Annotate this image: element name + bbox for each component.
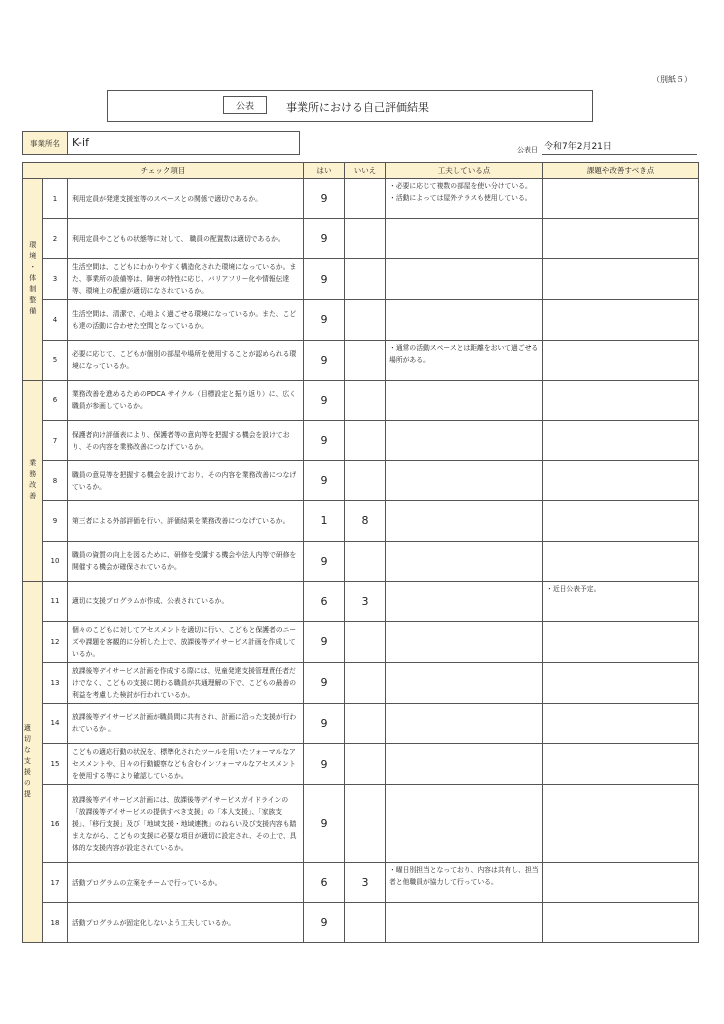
no-count (345, 380, 386, 420)
row-number: 3 (43, 259, 68, 300)
issues-note (543, 219, 699, 259)
yes-count: 9 (304, 300, 345, 340)
header-issues: 課題や改善すべき点 (543, 163, 699, 179)
row-number: 7 (43, 420, 68, 460)
issues-note (543, 903, 699, 943)
office-name-value: K-if (68, 131, 300, 155)
yes-count: 9 (304, 903, 345, 943)
issues-note (543, 621, 699, 662)
yes-count: 9 (304, 461, 345, 501)
yes-count: 9 (304, 420, 345, 460)
issues-note (543, 179, 699, 219)
efforts-note: ・曜日別担当となっており、内容は共有し、担当者と他職員が協力して行っている。 (386, 863, 543, 903)
table-header-row (23, 163, 699, 179)
table-row (23, 300, 699, 340)
efforts-note (386, 703, 543, 743)
check-item-text: 利用定員やこどもの状態等に対して、 職員の配置数は適切であるか。 (68, 219, 304, 259)
yes-count: 6 (304, 581, 345, 621)
check-item-text: 第三者による外部評価を行い、評価結果を業務改善につなげているか。 (68, 501, 304, 541)
no-count (345, 621, 386, 662)
no-count (345, 179, 386, 219)
check-item-text: 保護者向け評価表により、保護者等の意向等を把握する機会を設けており、その内容を業務改善につなげているか。 (68, 420, 304, 460)
efforts-note (386, 903, 543, 943)
issues-note (543, 744, 699, 785)
header-yes: はい (304, 163, 345, 179)
check-item-text: こどもの適応行動の状況を、標準化されたツールを用いたフォーマルなアセスメントや、日々の行動観察なども含むインフォーマルなアセスメントを使用する等により確認しているか。 (68, 744, 304, 785)
check-item-text: 放課後等デイサービス計画が職員間に共有され、計画に沿った支援が行われているか 。 (68, 703, 304, 743)
check-item-text: 放課後等デイサービス計画を作成する際には、児童発達支援管理責任者だけでなく、こどもの支援に関わる職員が共通理解の下で、こどもの最善の利益を考慮した検討が行われているか。 (68, 662, 304, 703)
issues-note (543, 785, 699, 863)
efforts-note (386, 662, 543, 703)
no-count: 3 (345, 863, 386, 903)
yes-count: 9 (304, 179, 345, 219)
check-item-text: 必要に応じて、こどもが個別の部屋や場所を使用することが認められる環境になっているか。 (68, 340, 304, 380)
row-number: 18 (43, 903, 68, 943)
issues-note (543, 259, 699, 300)
efforts-note (386, 420, 543, 460)
header-efforts: 工夫している点 (386, 163, 543, 179)
row-number: 16 (43, 785, 68, 863)
row-number: 17 (43, 863, 68, 903)
public-tag: 公表 (223, 96, 267, 114)
table-row (23, 541, 699, 581)
no-count (345, 219, 386, 259)
no-count (345, 662, 386, 703)
issues-note (543, 340, 699, 380)
row-number: 6 (43, 380, 68, 420)
evaluation-table (22, 162, 699, 943)
issues-note (543, 300, 699, 340)
yes-count: 9 (304, 703, 345, 743)
table-row (23, 785, 699, 863)
check-item-text: 職員の資質の向上を図るために、研修を受講する機会や法人内等で研修を開催する機会が確保されているか。 (68, 541, 304, 581)
row-number: 11 (43, 581, 68, 621)
category-label: 環境・体制整備 (28, 240, 37, 318)
table-row (23, 662, 699, 703)
yes-count: 9 (304, 219, 345, 259)
yes-count: 1 (304, 501, 345, 541)
no-count (345, 744, 386, 785)
issues-note (543, 662, 699, 703)
no-count (345, 420, 386, 460)
efforts-note (386, 380, 543, 420)
yes-count: 9 (304, 662, 345, 703)
category-label: 業務改善 (28, 458, 37, 503)
efforts-note (386, 300, 543, 340)
title-box (107, 90, 593, 122)
no-count (345, 340, 386, 380)
yes-count: 9 (304, 340, 345, 380)
row-number: 14 (43, 703, 68, 743)
no-count (345, 461, 386, 501)
table-row (23, 179, 699, 219)
issues-note (543, 863, 699, 903)
issues-note (543, 703, 699, 743)
efforts-note (386, 541, 543, 581)
check-item-text: 生活空間は、こどもにわかりやすく構造化された環境になっているか。また、事業所の設備等は、障害の特性に応じ、バリアフリー化や情報伝達等、環境上の配慮が適切になされているか。 (68, 259, 304, 300)
no-count (345, 300, 386, 340)
yes-count: 9 (304, 380, 345, 420)
yes-count: 6 (304, 863, 345, 903)
page-title: 事業所における自己評価結果 (286, 101, 429, 114)
yes-count: 9 (304, 259, 345, 300)
check-item-text: 業務改善を進めるためのPDCA サイクル（目標設定と振り返り）に、広く職員が参画しているか。 (68, 380, 304, 420)
check-item-text: 活動プログラムの立案をチームで行っているか。 (68, 863, 304, 903)
check-item-text: 個々のこどもに対してアセスメントを適切に行い、こどもと保護者のニーズや課題を客観的に分析した上で、放課後等デイサービス計画を作成しているか。 (68, 621, 304, 662)
table-row (23, 219, 699, 259)
efforts-note (386, 259, 543, 300)
annex-label: （別紙５） (652, 75, 692, 84)
category-label: 適切な支援の提 (23, 723, 32, 801)
row-number: 10 (43, 541, 68, 581)
row-number: 15 (43, 744, 68, 785)
row-number: 2 (43, 219, 68, 259)
yes-count: 9 (304, 541, 345, 581)
no-count: 3 (345, 581, 386, 621)
office-name-label: 事業所名 (22, 131, 68, 155)
table-row (23, 501, 699, 541)
header-check-item: チェック項目 (23, 163, 304, 179)
efforts-note (386, 785, 543, 863)
no-count (345, 541, 386, 581)
efforts-note (386, 581, 543, 621)
table-row (23, 903, 699, 943)
table-row (23, 461, 699, 501)
efforts-note (386, 219, 543, 259)
issues-note (543, 380, 699, 420)
efforts-note (386, 461, 543, 501)
yes-count: 9 (304, 744, 345, 785)
check-item-text: 職員の意見等を把握する機会を設けており、その内容を業務改善につなげているか。 (68, 461, 304, 501)
issues-note: ・近日公表予定。 (543, 581, 699, 621)
efforts-note (386, 501, 543, 541)
no-count (345, 703, 386, 743)
yes-count: 9 (304, 785, 345, 863)
no-count (345, 785, 386, 863)
table-row (23, 621, 699, 662)
row-number: 12 (43, 621, 68, 662)
check-item-text: 放課後等デイサービス計画には、放課後等デイサービスガイドラインの「放課後等デイサービスの提供すべき支援」の「本人支援」、「家族支援」、「移行支援」及び「地域支援・地域連携」のねらい及び支援内容も踏まえながら、こどもの支援に必要な項目が適切に設定され、その上で、具体的な支援内容が設定されているか。 (68, 785, 304, 863)
header-no: いいえ (345, 163, 386, 179)
row-number: 5 (43, 340, 68, 380)
issues-note (543, 420, 699, 460)
issues-note (543, 541, 699, 581)
category-business-improvement (23, 380, 43, 581)
category-environment (23, 179, 43, 381)
table-row (23, 863, 699, 903)
check-item-text: 活動プログラムが固定化しないよう工夫しているか。 (68, 903, 304, 943)
table-row (23, 340, 699, 380)
efforts-note (386, 621, 543, 662)
issues-note (543, 501, 699, 541)
check-item-text: 生活空間は、清潔で、心地よく過ごせる環境になっているか。また、こども達の活動に合わせた空間となっているか。 (68, 300, 304, 340)
publish-date-value: 令和7年2月21日 (542, 140, 697, 155)
check-item-text: 適切に支援プログラムが作成、公表されているか。 (68, 581, 304, 621)
table-row (23, 420, 699, 460)
efforts-note: ・通常の活動スペースとは距離をおいて過ごせる場所がある。 (386, 340, 543, 380)
table-row (23, 703, 699, 743)
table-row (23, 581, 699, 621)
row-number: 4 (43, 300, 68, 340)
table-row (23, 380, 699, 420)
no-count (345, 903, 386, 943)
table-row (23, 744, 699, 785)
issues-note (543, 461, 699, 501)
efforts-note (386, 744, 543, 785)
no-count: 8 (345, 501, 386, 541)
no-count (345, 259, 386, 300)
publish-date-label: 公表日 (517, 146, 538, 154)
row-number: 1 (43, 179, 68, 219)
row-number: 13 (43, 662, 68, 703)
efforts-note: ・必要に応じて複数の部屋を使い分けている。 ・活動によっては屋外テラスも使用している。 (386, 179, 543, 219)
row-number: 8 (43, 461, 68, 501)
yes-count: 9 (304, 621, 345, 662)
category-appropriate-support (23, 581, 43, 943)
row-number: 9 (43, 501, 68, 541)
table-row (23, 259, 699, 300)
check-item-text: 利用定員が発達支援室等のスペースとの関係で適切であるか。 (68, 179, 304, 219)
